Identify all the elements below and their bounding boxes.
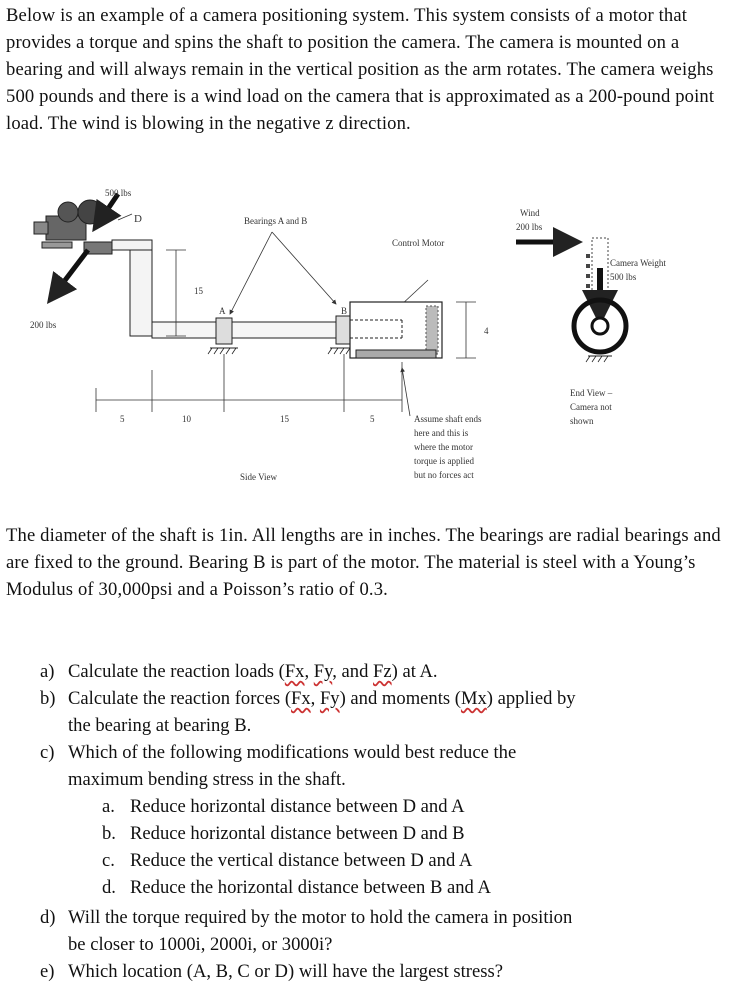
option-c-label: c. — [102, 850, 115, 871]
assume-note-1: Assume shaft ends — [414, 414, 482, 424]
question-a — [40, 658, 438, 685]
camera-weight-title: Camera Weight — [610, 258, 666, 268]
a-sep1: , — [304, 661, 314, 682]
intro-paragraph: Below is an example of a camera positioning system. This system consists of a motor that provides a torque and spins the shaft to position the camera. The camera is mounted on a bearing and will always remain in the vertical position as the arm rotates. The camera weighs 500 pounds and there is a wind load on the camera that is approximated as a 200-pound point load. The wind is blowing in the negative z direction. — [6, 5, 715, 134]
control-motor — [350, 302, 442, 358]
label-b: B — [341, 306, 348, 316]
label-d: D — [134, 213, 142, 225]
a-fy: Fy — [313, 661, 333, 682]
question-a-text: Calculate the reaction loads ( — [68, 661, 285, 682]
question-d-line1: Will the torque required by the motor to hold the camera in position — [68, 907, 573, 928]
end-view — [574, 238, 626, 362]
question-e-label: e) — [40, 961, 55, 982]
end-view-note-2: Camera not — [570, 402, 612, 412]
option-c-text: Reduce the vertical distance between D and A — [130, 850, 473, 871]
option-d — [102, 874, 491, 901]
question-d-line2: be closer to 1000i, 2000i, or 3000i? — [68, 934, 333, 955]
end-view-note-1: End View – — [570, 388, 613, 398]
question-d-label: d) — [40, 907, 56, 928]
option-a-label: a. — [102, 796, 115, 817]
question-c-line1: Which of the following modifications would best reduce the — [68, 742, 517, 763]
option-b-text: Reduce horizontal distance between D and B — [130, 823, 465, 844]
option-d-text: Reduce the horizontal distance between B and A — [130, 877, 491, 898]
camera-arm — [112, 240, 152, 336]
wind-value: 200 lbs — [516, 222, 543, 232]
question-b-label: b) — [40, 688, 56, 709]
option-b — [102, 820, 465, 847]
assume-note-2: here and this is — [414, 428, 469, 438]
assume-note-5: but no forces act — [414, 470, 474, 480]
question-d — [40, 904, 744, 958]
dim-15-vertical: 15 — [194, 286, 203, 296]
question-b-text-end: ) applied by — [486, 688, 576, 709]
dim-10: 10 — [182, 414, 191, 424]
b-sep1: , — [310, 688, 320, 709]
dim-5-left: 5 — [120, 414, 125, 424]
control-motor-label: Control Motor — [392, 238, 445, 248]
horizontal-dimensions — [96, 354, 402, 412]
option-b-label: b. — [102, 823, 116, 844]
dim-4: 4 — [484, 326, 489, 336]
question-c-line2: maximum bending stress in the shaft. — [68, 769, 346, 790]
camera-system-diagram — [0, 172, 746, 508]
question-a-label: a) — [40, 661, 55, 682]
b-fx: Fx — [291, 688, 311, 709]
b-fy: Fy — [319, 688, 340, 709]
question-e-line1: Which location (A, B, C or D) will have the largest stress? — [68, 961, 503, 982]
a-fx: Fx — [284, 661, 305, 682]
option-c — [102, 847, 473, 874]
option-d-label: d. — [102, 877, 116, 898]
a-fz: Fz — [373, 661, 392, 682]
option-a-text: Reduce horizontal distance between D and A — [130, 796, 465, 817]
question-e — [40, 958, 503, 985]
load-200-arrow — [50, 250, 88, 300]
question-a-text-end: ) at A. — [391, 661, 438, 682]
option-a — [102, 793, 465, 820]
bearings-label: Bearings A and B — [244, 216, 308, 226]
label-a: A — [219, 306, 226, 316]
assume-note-4: torque is applied — [414, 456, 474, 466]
side-view-label: Side View — [240, 472, 278, 482]
question-b — [40, 685, 738, 739]
specs-paragraph: The diameter of the shaft is 1in. All lengths are in inches. The bearings are radial bearings and are fixed to the ground. Bearing B is part of the motor. The material is steel with a Young’s Modulus of 30,000psi and a Poisson’s ratio of 0.3. — [6, 525, 721, 600]
assume-note-3: where the motor — [414, 442, 473, 452]
load-200-label: 200 lbs — [30, 320, 57, 330]
question-b-text-mid: ) and moments ( — [339, 688, 461, 709]
a-sep2: , and — [332, 661, 374, 682]
camera-icon — [34, 200, 112, 254]
question-c-label: c) — [40, 742, 55, 763]
question-b-text: Calculate the reaction forces ( — [68, 688, 292, 709]
load-500-label: 500 lbs — [105, 188, 132, 198]
dim-15-horizontal: 15 — [280, 414, 289, 424]
question-c — [40, 739, 738, 793]
end-view-note-3: shown — [570, 416, 594, 426]
wind-title: Wind — [520, 208, 540, 218]
b-mx: Mx — [460, 688, 487, 709]
dim-5-right: 5 — [370, 414, 375, 424]
question-b-line2: the bearing at bearing B. — [68, 715, 252, 736]
camera-weight-value: 500 lbs — [610, 272, 637, 282]
